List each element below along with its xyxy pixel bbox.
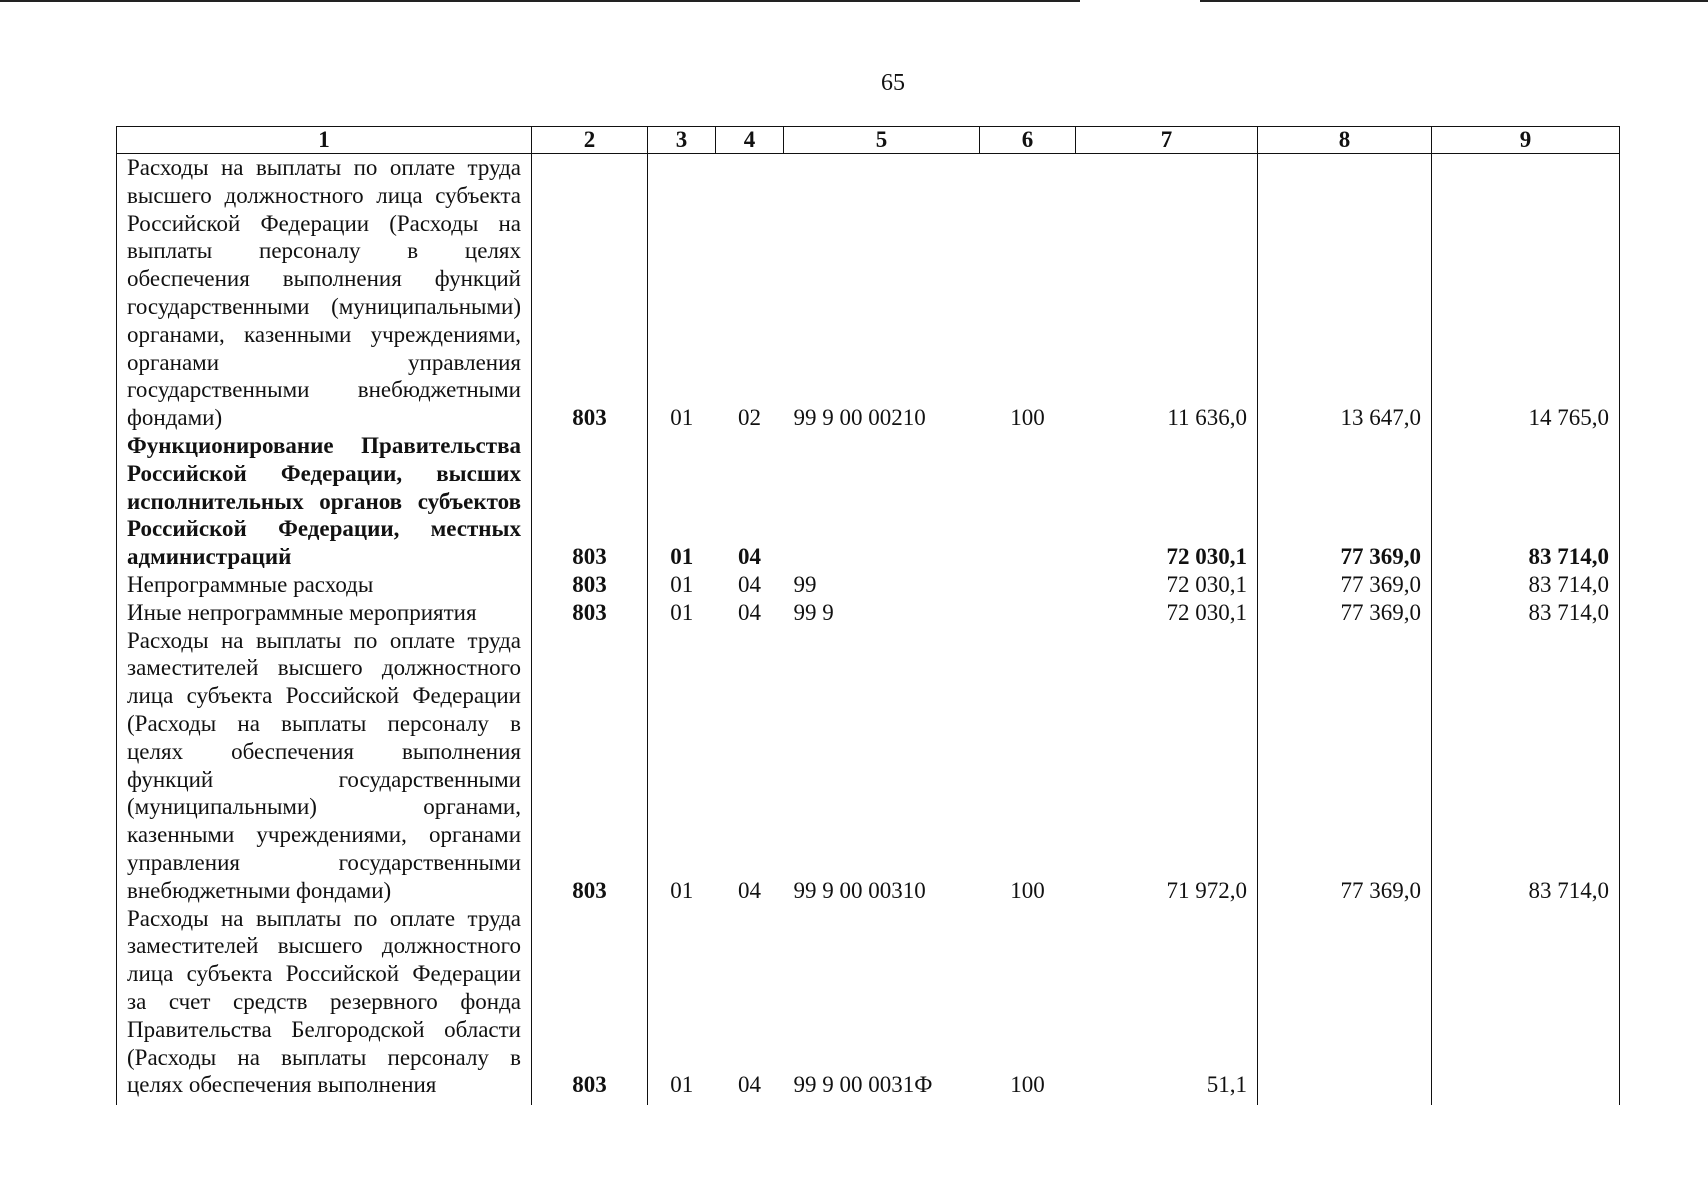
- header-col-2: 2: [532, 127, 648, 154]
- row-amount-col7: 72 030,1: [1076, 432, 1258, 571]
- row-section-code: 01: [648, 905, 716, 1106]
- row-amount-col9: 83 714,0: [1432, 599, 1620, 627]
- page-number: 65: [881, 70, 905, 96]
- budget-table: [116, 126, 1620, 1105]
- row-amount-col8: 77 369,0: [1258, 571, 1432, 599]
- header-col-4: 4: [716, 127, 784, 154]
- row-amount-col9: 14 765,0: [1432, 154, 1620, 432]
- row-target-article: [784, 432, 980, 571]
- top-scan-rule: [0, 0, 1708, 2]
- row-amount-col9: [1432, 905, 1620, 1106]
- row-section-code: 01: [648, 432, 716, 571]
- table-row: [117, 571, 1620, 599]
- row-name: Расходы на выплаты по оплате труда заместителей высшего должностного лица субъекта Российской Федерации за счет средств резервного фонда Правительства Белгородской области (Расходы на выплаты персоналу в целях обеспечения выполнения: [117, 905, 532, 1106]
- row-amount-col7: 71 972,0: [1076, 627, 1258, 905]
- row-section-code: 01: [648, 627, 716, 905]
- row-subsection-code: 04: [738, 1072, 761, 1098]
- row-ministry-code: 803: [532, 154, 648, 432]
- header-col-8: 8: [1258, 127, 1432, 154]
- row-subsection-code: 04: [738, 599, 761, 625]
- row-expense-type: 100: [1010, 877, 1045, 903]
- row-amount-col7: 72 030,1: [1076, 599, 1258, 627]
- row-subsection-code: 04: [738, 571, 761, 597]
- row-ministry-code: 803: [532, 627, 648, 905]
- row-name: Расходы на выплаты по оплате труда высшего должностного лица субъекта Российской Федерации (Расходы на выплаты персоналу в целях обеспечения выполнения функций государственными (муниципальными) органами, казенными учреждениями, органами управления государственными внебюджетными фондами): [117, 154, 532, 432]
- header-col-6: 6: [980, 127, 1076, 154]
- row-amount-col8: 13 647,0: [1258, 154, 1432, 432]
- table-row: [117, 627, 1620, 905]
- row-ministry-code: 803: [532, 432, 648, 571]
- row-amount-col8: 77 369,0: [1258, 627, 1432, 905]
- row-amount-col9: 83 714,0: [1432, 571, 1620, 599]
- row-amount-col9: 83 714,0: [1432, 432, 1620, 571]
- row-amount-col8: 77 369,0: [1258, 432, 1432, 571]
- row-expense-type: 100: [1010, 1072, 1045, 1098]
- row-ministry-code: 803: [532, 905, 648, 1106]
- row-target-article: 99 9 00 00310: [793, 877, 926, 903]
- row-name: Непрограммные расходы: [117, 571, 532, 599]
- header-col-5: 5: [784, 127, 980, 154]
- row-amount-col7: 51,1: [1076, 905, 1258, 1106]
- row-target-article: 99: [793, 571, 817, 597]
- row-subsection-code: 04: [738, 877, 761, 903]
- row-amount-col7: 11 636,0: [1076, 154, 1258, 432]
- row-target-article: 99 9: [793, 599, 834, 625]
- row-amount-col9: 83 714,0: [1432, 627, 1620, 905]
- row-expense-type: [980, 432, 1076, 571]
- row-expense-type: 100: [1010, 405, 1045, 431]
- table-row: [117, 905, 1620, 1106]
- row-ministry-code: 803: [532, 571, 648, 599]
- budget-table-wrapper: [116, 126, 1620, 1105]
- row-ministry-code: 803: [532, 599, 648, 627]
- top-scan-rule-gap: [1080, 0, 1200, 2]
- header-col-9: 9: [1432, 127, 1620, 154]
- row-amount-col8: 77 369,0: [1258, 599, 1432, 627]
- row-subsection-code: 04: [738, 544, 761, 570]
- row-target-article: 99 9 00 0031Ф: [793, 1072, 933, 1098]
- row-expense-type: [980, 599, 1076, 627]
- row-target-article: 99 9 00 00210: [793, 405, 926, 431]
- row-name: Иные непрограммные мероприятия: [117, 599, 532, 627]
- table-row: [117, 154, 1620, 432]
- header-col-1: 1: [117, 127, 532, 154]
- row-subsection-code: 02: [738, 405, 761, 431]
- row-section-code: 01: [648, 154, 716, 432]
- row-expense-type: [980, 571, 1076, 599]
- row-amount-col7: 72 030,1: [1076, 571, 1258, 599]
- row-name: Функционирование Правительства Российской Федерации, высших исполнительных органов субъектов Российской Федерации, местных администраций: [117, 432, 532, 571]
- table-row: [117, 432, 1620, 571]
- row-amount-col8: [1258, 905, 1432, 1106]
- header-col-3: 3: [648, 127, 716, 154]
- table-row: [117, 599, 1620, 627]
- header-row: [117, 127, 1620, 154]
- row-section-code: 01: [648, 571, 716, 599]
- header-col-7: 7: [1076, 127, 1258, 154]
- row-name: Расходы на выплаты по оплате труда заместителей высшего должностного лица субъекта Российской Федерации (Расходы на выплаты персоналу в целях обеспечения выполнения функций государственными (муниципальными) органами, казенными учреждениями, органами управления государственными внебюджетными фондами): [117, 627, 532, 905]
- row-section-code: 01: [648, 599, 716, 627]
